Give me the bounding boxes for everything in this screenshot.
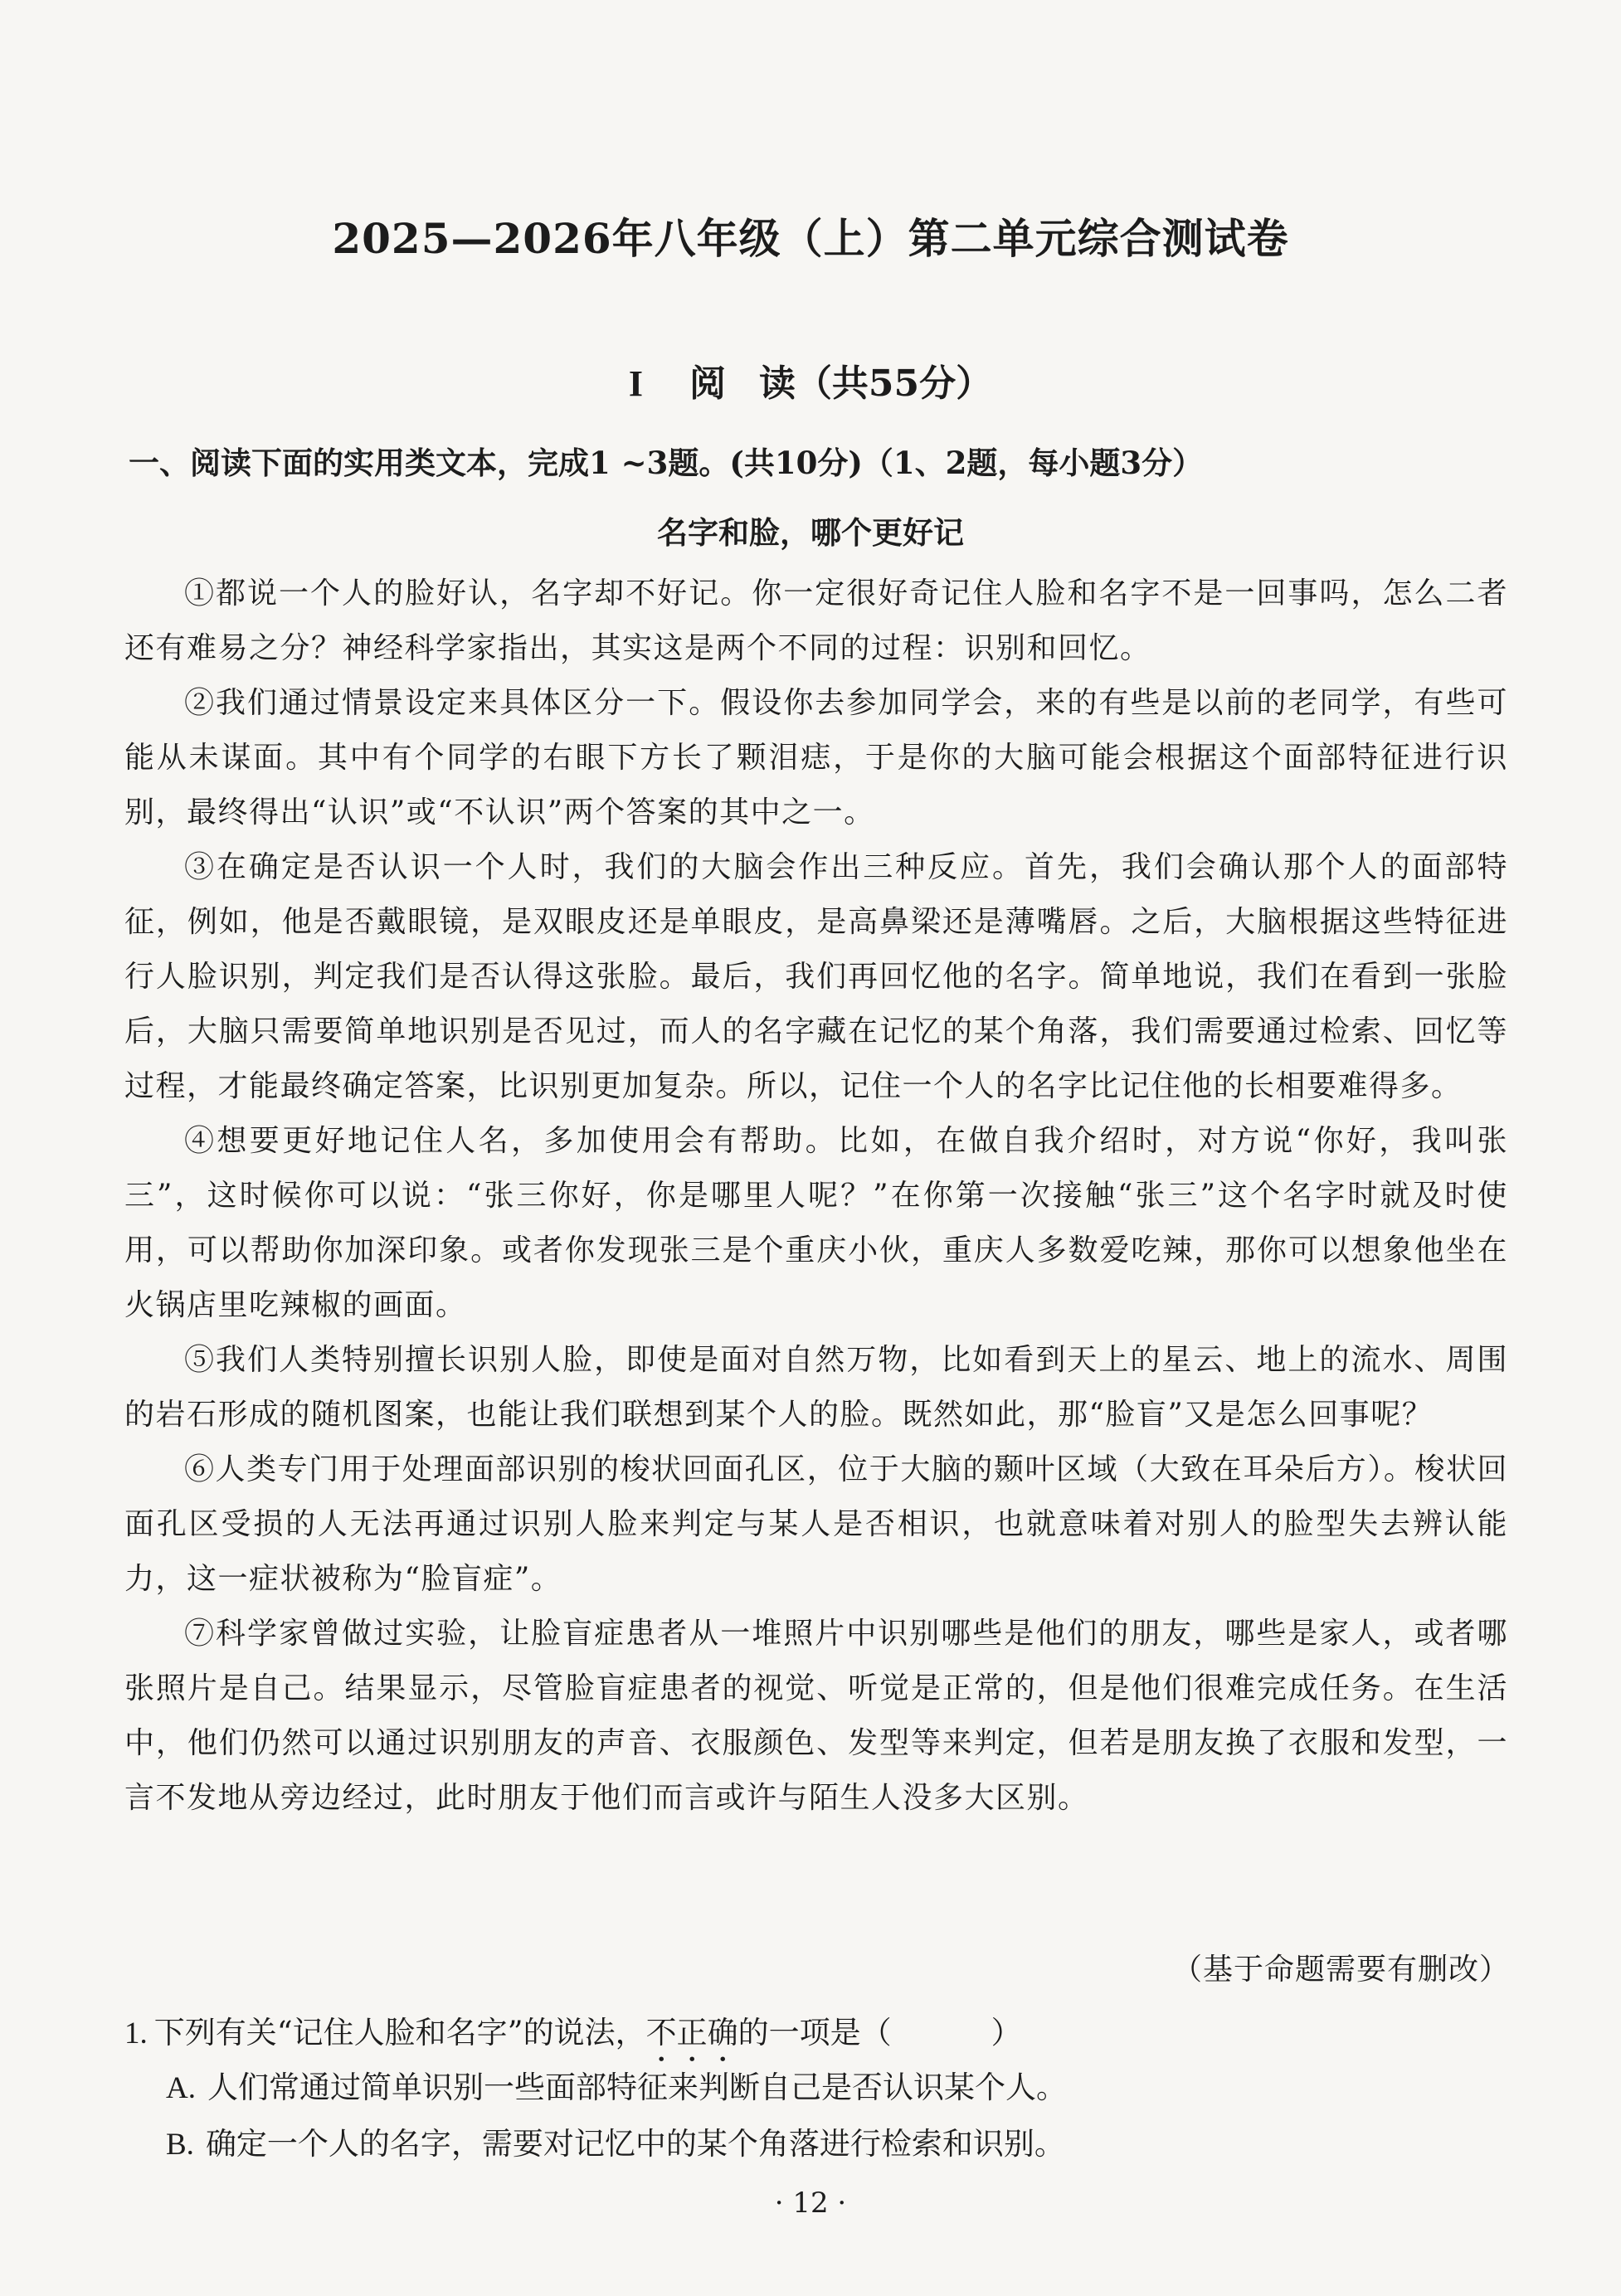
- option-a: [166, 2062, 1535, 2107]
- article-title: 名字和脸，哪个更好记: [657, 514, 964, 551]
- paragraph-6: ⑥人类专门用于处理面部识别的梭状回面孔区，位于大脑的颞叶区域（大致在耳朵后方）。梭状回面孔区受损的人无法再通过识别人脸来判定与某人是否相识，也就意味着对别人的脸型失去辨认能力，这一症状被称为“脸盲症”。: [124, 1452, 1508, 1596]
- question-stem-close: ）: [991, 2015, 1022, 2050]
- question-stem-after: 的一项是（: [737, 2015, 892, 2050]
- part-numeral: I: [628, 363, 643, 404]
- part-heading: [0, 353, 1621, 406]
- option-b-label: B.: [166, 2128, 194, 2162]
- exam-title: 2025—2026年八年级（上）第二单元综合测试卷: [332, 214, 1289, 263]
- option-a-text: 人们常通过简单识别一些面部特征来判断自己是否认识某个人。: [207, 2070, 1067, 2105]
- paragraph-1: ①都说一个人的脸好认，名字却不好记。你一定很好奇记住人脸和名字不是一回事吗，怎么二者还有难易之分？神经科学家指出，其实这是两个不同的过程：识别和回忆。: [124, 576, 1508, 665]
- question-stem-before: 下列有关“记住人脸和名字”的说法，: [153, 2015, 646, 2050]
- section-heading: 一、阅读下面的实用类文本，完成1 ~3题。(共10分)（1、2题，每小题3分）: [129, 445, 1204, 481]
- question-stem-emphasis: 不正确: [645, 2015, 738, 2050]
- question-1-stem: [124, 2007, 1535, 2069]
- page-number: · 12 ·: [774, 2187, 847, 2220]
- paragraph-4: ④想要更好地记住人名，多加使用会有帮助。比如，在做自我介绍时，对方说“你好，我叫张三”，这时候你可以说：“张三你好，你是哪里人呢？”在你第一次接触“张三”这个名字时就及时使用，可以帮助你加深印象。或者你发现张三是个重庆小伙，重庆人多数爱吃辣，那你可以想象他坐在火锅店里吃辣椒的画面。: [124, 1124, 1508, 1322]
- question-number: 1.: [124, 2016, 148, 2050]
- option-b: [166, 2118, 1535, 2163]
- paragraph-2: ②我们通过情景设定来具体区分一下。假设你去参加同学会，来的有些是以前的老同学，有些可能从未谋面。其中有个同学的右眼下方长了颗泪痣，于是你的大脑可能会根据这个面部特征进行识别，最终得出“认识”或“不认识”两个答案的其中之一。: [124, 686, 1508, 829]
- paragraph-3: ③在确定是否认识一个人时，我们的大脑会作出三种反应。首先，我们会确认那个人的面部特征，例如，他是否戴眼镜，是双眼皮还是单眼皮，是高鼻梁还是薄嘴唇。之后，大脑根据这些特征进行人脸识别，判定我们是否认得这张脸。最后，我们再回忆他的名字。简单地说，我们在看到一张脸后，大脑只需要简单地识别是否见过，而人的名字藏在记忆的某个角落，我们需要通过检索、回忆等过程，才能最终确定答案，比识别更加复杂。所以，记住一个人的名字比记住他的长相要难得多。: [124, 850, 1508, 1103]
- option-a-label: A.: [166, 2071, 196, 2105]
- article-body: [124, 567, 1508, 1826]
- paragraph-7: ⑦科学家曾做过实验，让脸盲症患者从一堆照片中识别哪些是他们的朋友，哪些是家人，或者哪张照片是自己。结果显示，尽管脸盲症患者的视觉、听觉是正常的，但是他们很难完成任务。在生活中，他们仍然可以通过识别朋友的声音、衣服颜色、发型等来判定，但若是朋友换了衣服和发型，一言不发地从旁边经过，此时朋友于他们而言或许与陌生人没多大区别。: [124, 1617, 1508, 1815]
- part-word-1: 阅: [689, 362, 726, 405]
- option-b-text: 确定一个人的名字，需要对记忆中的某个角落进行检索和识别。: [205, 2126, 1065, 2162]
- part-word-2: 读: [758, 362, 796, 405]
- paragraph-5: ⑤我们人类特别擅长识别人脸，即使是面对自然万物，比如看到天上的星云、地上的流水、周围的岩石形成的随机图案，也能让我们联想到某个人的脸。既然如此，那“脸盲”又是怎么回事呢？: [124, 1343, 1508, 1432]
- part-score: （共55分）: [795, 362, 993, 405]
- source-note: （基于命题需要有删改）: [1171, 1953, 1510, 1987]
